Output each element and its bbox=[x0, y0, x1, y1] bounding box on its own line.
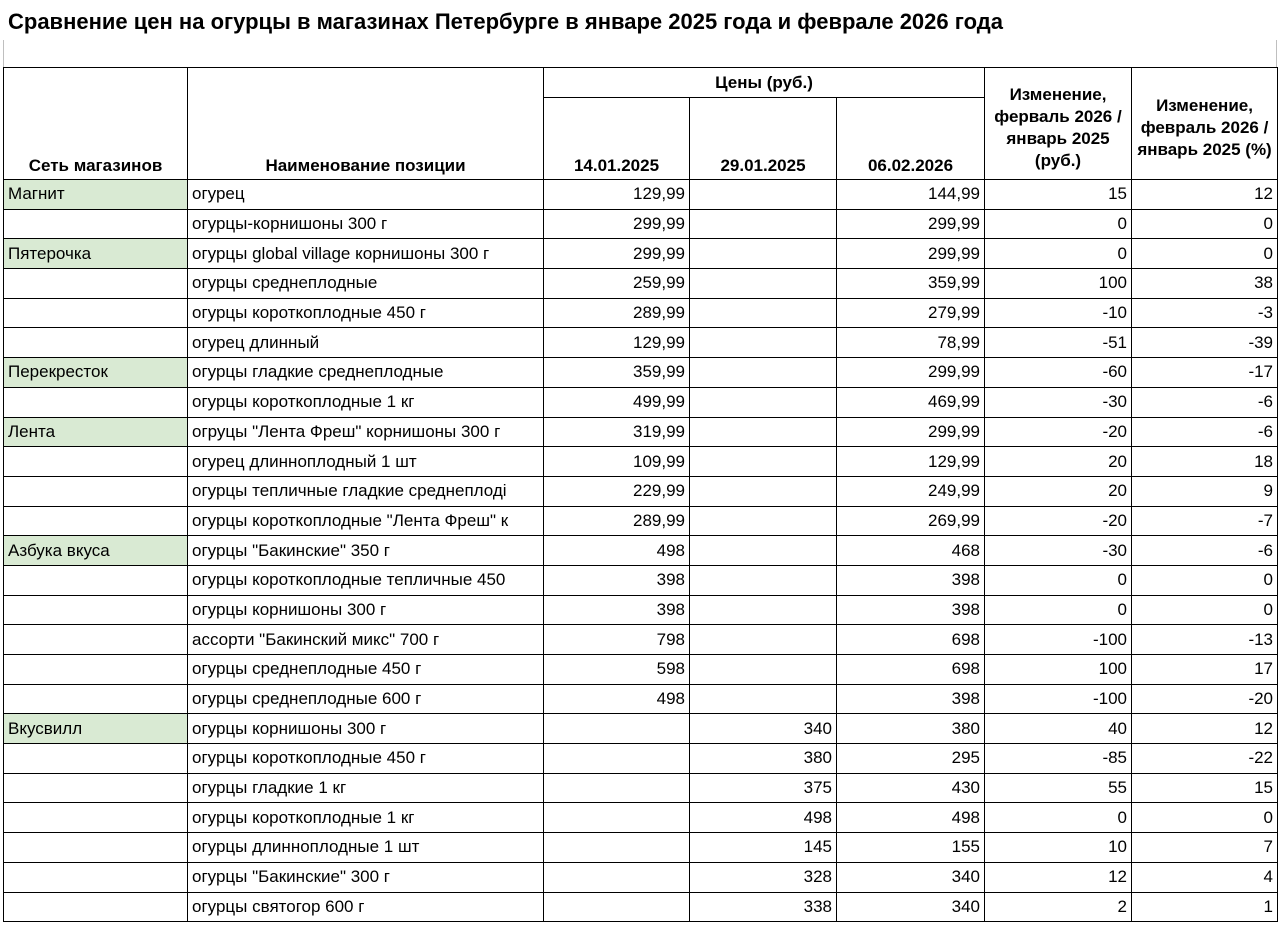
price-29-01-2025-cell[interactable] bbox=[690, 417, 837, 447]
table-row bbox=[4, 209, 1278, 239]
price-29-01-2025-cell[interactable] bbox=[690, 180, 837, 210]
change-rub-cell[interactable]: -30 bbox=[985, 387, 1132, 417]
table-row bbox=[4, 269, 1278, 299]
item-name-cell[interactable]: огурцы среднеплодные bbox=[188, 269, 544, 299]
store-cell[interactable] bbox=[4, 447, 188, 477]
price-06-02-2026-cell[interactable]: 269,99 bbox=[837, 506, 985, 536]
change-pct-cell[interactable]: 18 bbox=[1132, 447, 1278, 477]
change-pct-cell[interactable]: 12 bbox=[1132, 180, 1278, 210]
price-06-02-2026-cell[interactable]: 155 bbox=[837, 833, 985, 863]
price-06-02-2026-cell[interactable]: 468 bbox=[837, 536, 985, 566]
change-pct-cell[interactable]: -22 bbox=[1132, 744, 1278, 774]
change-pct-cell[interactable]: 7 bbox=[1132, 833, 1278, 863]
store-cell[interactable]: Перекресток bbox=[4, 358, 188, 388]
price-14-01-2025-cell[interactable]: 398 bbox=[544, 565, 690, 595]
table-row bbox=[4, 298, 1278, 328]
price-14-01-2025-cell[interactable]: 798 bbox=[544, 625, 690, 655]
table-row bbox=[4, 625, 1278, 655]
price-14-01-2025-cell[interactable]: 299,99 bbox=[544, 239, 690, 269]
change-pct-cell[interactable]: 0 bbox=[1132, 209, 1278, 239]
price-29-01-2025-cell[interactable] bbox=[690, 536, 837, 566]
item-name-cell[interactable]: огурцы длинноплодные 1 шт bbox=[188, 833, 544, 863]
change-rub-cell[interactable]: 12 bbox=[985, 862, 1132, 892]
header-date-3[interactable]: 06.02.2026 bbox=[837, 98, 985, 180]
item-name-cell[interactable]: огурцы-корнишоны 300 г bbox=[188, 209, 544, 239]
store-cell[interactable] bbox=[4, 209, 188, 239]
price-29-01-2025-cell[interactable] bbox=[690, 269, 837, 299]
change-pct-cell[interactable]: -39 bbox=[1132, 328, 1278, 358]
price-29-01-2025-cell[interactable] bbox=[690, 387, 837, 417]
price-06-02-2026-cell[interactable]: 249,99 bbox=[837, 476, 985, 506]
table-row bbox=[4, 833, 1278, 863]
store-cell[interactable] bbox=[4, 892, 188, 922]
change-rub-cell[interactable]: -30 bbox=[985, 536, 1132, 566]
price-29-01-2025-cell[interactable] bbox=[690, 506, 837, 536]
price-14-01-2025-cell[interactable] bbox=[544, 744, 690, 774]
price-06-02-2026-cell[interactable]: 698 bbox=[837, 655, 985, 685]
change-pct-cell[interactable]: 0 bbox=[1132, 565, 1278, 595]
table-row bbox=[4, 417, 1278, 447]
change-rub-cell[interactable]: 10 bbox=[985, 833, 1132, 863]
header-change-rub[interactable]: Изменение, ферваль 2026 / январь 2025 (руб.) bbox=[985, 68, 1132, 180]
store-cell[interactable]: Вкусвилл bbox=[4, 714, 188, 744]
price-29-01-2025-cell[interactable] bbox=[690, 447, 837, 477]
price-06-02-2026-cell[interactable]: 299,99 bbox=[837, 209, 985, 239]
price-14-01-2025-cell[interactable] bbox=[544, 892, 690, 922]
table-row bbox=[4, 892, 1278, 922]
price-06-02-2026-cell[interactable]: 380 bbox=[837, 714, 985, 744]
item-name-cell[interactable]: ассорти "Бакинский микс" 700 г bbox=[188, 625, 544, 655]
change-pct-cell[interactable]: 15 bbox=[1132, 773, 1278, 803]
change-pct-cell[interactable]: -6 bbox=[1132, 536, 1278, 566]
change-rub-cell[interactable]: -60 bbox=[985, 358, 1132, 388]
price-06-02-2026-cell[interactable]: 340 bbox=[837, 862, 985, 892]
change-pct-cell[interactable]: -17 bbox=[1132, 358, 1278, 388]
table-row bbox=[4, 239, 1278, 269]
change-rub-cell[interactable]: 100 bbox=[985, 655, 1132, 685]
store-cell[interactable]: Магнит bbox=[4, 180, 188, 210]
price-14-01-2025-cell[interactable]: 398 bbox=[544, 595, 690, 625]
item-name-cell[interactable]: огурцы святогор 600 г bbox=[188, 892, 544, 922]
change-pct-cell[interactable]: 1 bbox=[1132, 892, 1278, 922]
change-pct-cell[interactable]: 0 bbox=[1132, 595, 1278, 625]
price-14-01-2025-cell[interactable]: 289,99 bbox=[544, 298, 690, 328]
change-rub-cell[interactable]: 0 bbox=[985, 803, 1132, 833]
price-14-01-2025-cell[interactable]: 289,99 bbox=[544, 506, 690, 536]
price-29-01-2025-cell[interactable] bbox=[690, 358, 837, 388]
table-row bbox=[4, 180, 1278, 210]
item-name-cell[interactable]: огурцы тепличные гладкие среднеплоді bbox=[188, 476, 544, 506]
table-row bbox=[4, 595, 1278, 625]
store-cell[interactable] bbox=[4, 744, 188, 774]
item-name-cell[interactable]: огурцы короткоплодные 1 кг bbox=[188, 387, 544, 417]
table-row bbox=[4, 803, 1278, 833]
change-pct-cell[interactable]: 17 bbox=[1132, 655, 1278, 685]
header-date-1[interactable]: 14.01.2025 bbox=[544, 98, 690, 180]
price-14-01-2025-cell[interactable]: 299,99 bbox=[544, 209, 690, 239]
item-name-cell[interactable]: огурцы "Бакинские" 300 г bbox=[188, 862, 544, 892]
change-rub-cell[interactable]: 15 bbox=[985, 180, 1132, 210]
table-row bbox=[4, 328, 1278, 358]
price-06-02-2026-cell[interactable]: 430 bbox=[837, 773, 985, 803]
price-29-01-2025-cell[interactable] bbox=[690, 684, 837, 714]
header-store[interactable]: Сеть магазинов bbox=[4, 68, 188, 180]
change-rub-cell[interactable]: 20 bbox=[985, 476, 1132, 506]
price-29-01-2025-cell[interactable] bbox=[690, 239, 837, 269]
item-name-cell[interactable]: огурец длинноплодный 1 шт bbox=[188, 447, 544, 477]
price-29-01-2025-cell[interactable] bbox=[690, 655, 837, 685]
table-row bbox=[4, 358, 1278, 388]
item-name-cell[interactable]: огурцы корнишоны 300 г bbox=[188, 595, 544, 625]
change-rub-cell[interactable]: -100 bbox=[985, 684, 1132, 714]
price-14-01-2025-cell[interactable]: 359,99 bbox=[544, 358, 690, 388]
table-row bbox=[4, 773, 1278, 803]
price-14-01-2025-cell[interactable]: 129,99 bbox=[544, 180, 690, 210]
price-14-01-2025-cell[interactable] bbox=[544, 714, 690, 744]
change-pct-cell[interactable]: 0 bbox=[1132, 239, 1278, 269]
change-rub-cell[interactable]: -20 bbox=[985, 417, 1132, 447]
item-name-cell[interactable]: огурцы гладкие среднеплодные bbox=[188, 358, 544, 388]
price-06-02-2026-cell[interactable]: 698 bbox=[837, 625, 985, 655]
table-row bbox=[4, 536, 1278, 566]
price-06-02-2026-cell[interactable]: 340 bbox=[837, 892, 985, 922]
change-pct-cell[interactable]: 4 bbox=[1132, 862, 1278, 892]
store-cell[interactable] bbox=[4, 655, 188, 685]
price-29-01-2025-cell[interactable]: 145 bbox=[690, 833, 837, 863]
change-rub-cell[interactable]: -85 bbox=[985, 744, 1132, 774]
price-14-01-2025-cell[interactable]: 109,99 bbox=[544, 447, 690, 477]
header-change-pct[interactable]: Изменение, февраль 2026 / январь 2025 (%) bbox=[1132, 68, 1278, 180]
price-14-01-2025-cell[interactable]: 498 bbox=[544, 536, 690, 566]
price-29-01-2025-cell[interactable]: 498 bbox=[690, 803, 837, 833]
price-29-01-2025-cell[interactable]: 340 bbox=[690, 714, 837, 744]
table-row bbox=[4, 476, 1278, 506]
item-name-cell[interactable]: огурцы среднеплодные 450 г bbox=[188, 655, 544, 685]
item-name-cell[interactable]: огурцы короткоплодные "Лента Фреш" к bbox=[188, 506, 544, 536]
store-cell[interactable] bbox=[4, 833, 188, 863]
item-name-cell[interactable]: огурцы "Бакинские" 350 г bbox=[188, 536, 544, 566]
table-header bbox=[4, 68, 1278, 180]
header-prices[interactable]: Цены (руб.) bbox=[544, 68, 985, 98]
table-row bbox=[4, 387, 1278, 417]
item-name-cell[interactable]: огруцы "Лента Фреш" корнишоны 300 г bbox=[188, 417, 544, 447]
item-name-cell[interactable]: огурцы корнишоны 300 г bbox=[188, 714, 544, 744]
change-rub-cell[interactable]: -100 bbox=[985, 625, 1132, 655]
price-06-02-2026-cell[interactable]: 469,99 bbox=[837, 387, 985, 417]
table-row bbox=[4, 862, 1278, 892]
change-rub-cell[interactable]: 0 bbox=[985, 239, 1132, 269]
frame-left bbox=[3, 40, 4, 68]
item-name-cell[interactable]: огурцы гладкие 1 кг bbox=[188, 773, 544, 803]
change-rub-cell[interactable]: -51 bbox=[985, 328, 1132, 358]
price-29-01-2025-cell[interactable] bbox=[690, 209, 837, 239]
item-name-cell[interactable]: огурцы короткоплодные 450 г bbox=[188, 298, 544, 328]
table-row bbox=[4, 447, 1278, 477]
price-29-01-2025-cell[interactable] bbox=[690, 595, 837, 625]
change-pct-cell[interactable]: -20 bbox=[1132, 684, 1278, 714]
change-rub-cell[interactable]: 20 bbox=[985, 447, 1132, 477]
price-29-01-2025-cell[interactable] bbox=[690, 476, 837, 506]
header-date-2[interactable]: 29.01.2025 bbox=[690, 98, 837, 180]
item-name-cell[interactable]: огурец длинный bbox=[188, 328, 544, 358]
change-rub-cell[interactable]: 40 bbox=[985, 714, 1132, 744]
price-14-01-2025-cell[interactable]: 229,99 bbox=[544, 476, 690, 506]
price-06-02-2026-cell[interactable]: 359,99 bbox=[837, 269, 985, 299]
change-rub-cell[interactable]: -10 bbox=[985, 298, 1132, 328]
price-14-01-2025-cell[interactable] bbox=[544, 833, 690, 863]
store-cell[interactable] bbox=[4, 506, 188, 536]
store-cell[interactable] bbox=[4, 862, 188, 892]
price-06-02-2026-cell[interactable]: 398 bbox=[837, 684, 985, 714]
table-row bbox=[4, 506, 1278, 536]
change-rub-cell[interactable]: 0 bbox=[985, 595, 1132, 625]
change-rub-cell[interactable]: 2 bbox=[985, 892, 1132, 922]
store-cell[interactable] bbox=[4, 595, 188, 625]
change-rub-cell[interactable]: 0 bbox=[985, 209, 1132, 239]
price-06-02-2026-cell[interactable]: 398 bbox=[837, 595, 985, 625]
price-29-01-2025-cell[interactable]: 380 bbox=[690, 744, 837, 774]
price-14-01-2025-cell[interactable]: 499,99 bbox=[544, 387, 690, 417]
store-cell[interactable] bbox=[4, 684, 188, 714]
change-pct-cell[interactable]: 38 bbox=[1132, 269, 1278, 299]
price-06-02-2026-cell[interactable]: 299,99 bbox=[837, 239, 985, 269]
change-pct-cell[interactable]: -13 bbox=[1132, 625, 1278, 655]
store-cell[interactable]: Пятерочка bbox=[4, 239, 188, 269]
price-14-01-2025-cell[interactable] bbox=[544, 773, 690, 803]
price-06-02-2026-cell[interactable]: 295 bbox=[837, 744, 985, 774]
change-rub-cell[interactable]: 100 bbox=[985, 269, 1132, 299]
item-name-cell[interactable]: огурцы короткоплодные 450 г bbox=[188, 744, 544, 774]
price-14-01-2025-cell[interactable]: 598 bbox=[544, 655, 690, 685]
price-06-02-2026-cell[interactable]: 299,99 bbox=[837, 417, 985, 447]
change-pct-cell[interactable]: 0 bbox=[1132, 803, 1278, 833]
table-row bbox=[4, 655, 1278, 685]
price-06-02-2026-cell[interactable]: 398 bbox=[837, 565, 985, 595]
price-29-01-2025-cell[interactable]: 338 bbox=[690, 892, 837, 922]
price-29-01-2025-cell[interactable] bbox=[690, 298, 837, 328]
change-pct-cell[interactable]: 9 bbox=[1132, 476, 1278, 506]
table-row bbox=[4, 714, 1278, 744]
price-14-01-2025-cell[interactable] bbox=[544, 803, 690, 833]
change-pct-cell[interactable]: -3 bbox=[1132, 298, 1278, 328]
price-29-01-2025-cell[interactable] bbox=[690, 625, 837, 655]
price-06-02-2026-cell[interactable]: 129,99 bbox=[837, 447, 985, 477]
item-name-cell[interactable]: огурцы короткоплодные тепличные 450 bbox=[188, 565, 544, 595]
price-06-02-2026-cell[interactable]: 144,99 bbox=[837, 180, 985, 210]
store-cell[interactable] bbox=[4, 387, 188, 417]
price-table bbox=[3, 67, 1278, 922]
store-cell[interactable] bbox=[4, 565, 188, 595]
price-14-01-2025-cell[interactable]: 129,99 bbox=[544, 328, 690, 358]
store-cell[interactable] bbox=[4, 476, 188, 506]
store-cell[interactable] bbox=[4, 773, 188, 803]
sheet-title: Сравнение цен на огурцы в магазинах Петербурге в январе 2025 года и феврале 2026 года bbox=[8, 9, 1003, 34]
price-29-01-2025-cell[interactable] bbox=[690, 565, 837, 595]
change-rub-cell[interactable]: -20 bbox=[985, 506, 1132, 536]
store-cell[interactable] bbox=[4, 803, 188, 833]
price-14-01-2025-cell[interactable]: 319,99 bbox=[544, 417, 690, 447]
price-06-02-2026-cell[interactable]: 498 bbox=[837, 803, 985, 833]
price-06-02-2026-cell[interactable]: 279,99 bbox=[837, 298, 985, 328]
item-name-cell[interactable]: огурцы короткоплодные 1 кг bbox=[188, 803, 544, 833]
store-cell[interactable] bbox=[4, 269, 188, 299]
item-name-cell[interactable]: огурцы global village корнишоны 300 г bbox=[188, 239, 544, 269]
change-pct-cell[interactable]: -7 bbox=[1132, 506, 1278, 536]
change-rub-cell[interactable]: 55 bbox=[985, 773, 1132, 803]
change-pct-cell[interactable]: -6 bbox=[1132, 417, 1278, 447]
item-name-cell[interactable]: огурец bbox=[188, 180, 544, 210]
store-cell[interactable] bbox=[4, 625, 188, 655]
table-row bbox=[4, 744, 1278, 774]
change-rub-cell[interactable]: 0 bbox=[985, 565, 1132, 595]
store-cell[interactable] bbox=[4, 328, 188, 358]
price-29-01-2025-cell[interactable]: 375 bbox=[690, 773, 837, 803]
price-29-01-2025-cell[interactable]: 328 bbox=[690, 862, 837, 892]
table-row bbox=[4, 684, 1278, 714]
store-cell[interactable]: Лента bbox=[4, 417, 188, 447]
price-06-02-2026-cell[interactable]: 299,99 bbox=[837, 358, 985, 388]
store-cell[interactable] bbox=[4, 298, 188, 328]
frame-right bbox=[1276, 40, 1277, 68]
store-cell[interactable]: Азбука вкуса bbox=[4, 536, 188, 566]
table-row bbox=[4, 565, 1278, 595]
change-pct-cell[interactable]: 12 bbox=[1132, 714, 1278, 744]
table-body bbox=[4, 180, 1278, 922]
item-name-cell[interactable]: огурцы среднеплодные 600 г bbox=[188, 684, 544, 714]
header-item-name[interactable]: Наименование позиции bbox=[188, 68, 544, 180]
price-06-02-2026-cell[interactable]: 78,99 bbox=[837, 328, 985, 358]
change-pct-cell[interactable]: -6 bbox=[1132, 387, 1278, 417]
price-29-01-2025-cell[interactable] bbox=[690, 328, 837, 358]
price-14-01-2025-cell[interactable]: 498 bbox=[544, 684, 690, 714]
price-14-01-2025-cell[interactable] bbox=[544, 862, 690, 892]
price-14-01-2025-cell[interactable]: 259,99 bbox=[544, 269, 690, 299]
